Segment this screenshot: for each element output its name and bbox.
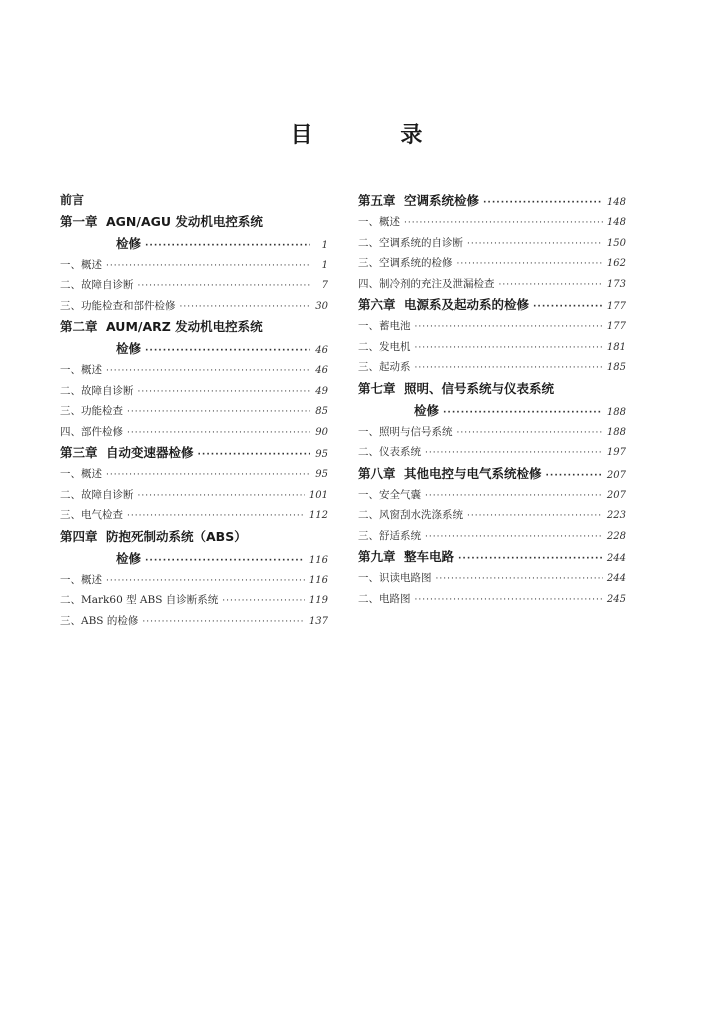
- page-number: 1: [321, 259, 328, 271]
- toc-section-row[interactable]: [60, 275, 328, 296]
- dot-leader: [138, 486, 305, 507]
- page-number: 46: [315, 365, 328, 376]
- toc-entry: [60, 296, 328, 318]
- dot-leader: [415, 590, 603, 611]
- toc-entry: [60, 485, 328, 507]
- chapter-title: AGN/AGU 发动机电控系统: [106, 213, 263, 229]
- toc-chapter-row[interactable]: [60, 211, 328, 233]
- toc-entry: [358, 422, 626, 444]
- toc-cont-row[interactable]: [60, 548, 328, 570]
- page-number: 207: [606, 469, 626, 481]
- dot-leader: [106, 571, 305, 592]
- toc-entry: [60, 442, 328, 466]
- dot-leader: [127, 402, 310, 423]
- page-number: 148: [606, 217, 626, 228]
- toc-entry-label: 一、概述: [60, 364, 102, 376]
- toc-entry-label: [358, 463, 542, 485]
- chapter-number: 第一章: [60, 213, 98, 229]
- page-number: 207: [606, 489, 626, 501]
- toc-entry: [60, 505, 328, 527]
- toc-right-column: [358, 190, 626, 609]
- dot-leader: [425, 527, 603, 548]
- toc-entry: [116, 338, 328, 362]
- toc-section-row[interactable]: [358, 212, 626, 233]
- page-number: 116: [308, 574, 328, 586]
- toc-entry: [60, 190, 328, 211]
- dot-leader: [443, 402, 603, 424]
- toc-entry-label: 一、蓄电池: [358, 320, 411, 332]
- toc-entry-label: 三、电气检查: [60, 509, 123, 521]
- toc-entry: [358, 316, 626, 338]
- toc-entry-label: [358, 294, 529, 316]
- dot-leader: [483, 192, 603, 214]
- toc-entry: [358, 485, 626, 507]
- toc-entry-label: 一、概述: [60, 468, 102, 480]
- chapter-number: 第八章: [358, 465, 396, 481]
- toc-section-row[interactable]: [358, 316, 626, 337]
- chapter-number: 第四章: [60, 528, 98, 544]
- toc-cont-row[interactable]: [60, 233, 328, 255]
- page-number: 244: [606, 573, 626, 584]
- chapter-title: 空调系统检修: [404, 193, 480, 208]
- toc-entry: [358, 190, 626, 214]
- toc-entry-label: [358, 378, 554, 400]
- dot-leader: [458, 548, 603, 570]
- dot-leader: [425, 486, 603, 507]
- toc-entry: [116, 548, 328, 572]
- toc-entry: [358, 463, 626, 487]
- dot-leader: [467, 506, 603, 527]
- page-number: 150: [606, 237, 626, 249]
- page-number: 95: [315, 449, 328, 460]
- toc-entry-label: 三、ABS 的检修: [60, 614, 139, 627]
- chapter-title: 整车电路: [404, 549, 455, 564]
- page-title: 目 录: [290, 123, 463, 148]
- page-number: 116: [308, 554, 328, 566]
- toc-entry: [60, 401, 328, 423]
- chapter-number: 第七章: [358, 380, 396, 396]
- toc-entry: [60, 381, 328, 403]
- toc-entry: [60, 316, 328, 338]
- toc-entry-label: 二、故障自诊断: [60, 384, 134, 397]
- chapter-number: 第五章: [358, 193, 396, 208]
- toc-entry: [358, 357, 626, 379]
- page-number: 7: [321, 280, 328, 291]
- toc-entry: [358, 378, 626, 400]
- page-number: 228: [606, 530, 626, 542]
- chapter-number: 第九章: [358, 549, 396, 564]
- page-number: 148: [606, 197, 626, 208]
- toc-entry-label: 二、仪表系统: [358, 446, 421, 458]
- page-number: 90: [315, 426, 328, 438]
- toc-section-row[interactable]: [60, 570, 328, 591]
- toc-entry: [358, 568, 626, 590]
- dot-leader: [457, 423, 603, 444]
- toc-chapter-row[interactable]: [358, 378, 626, 400]
- toc-section-row[interactable]: [60, 360, 328, 381]
- toc-entry-label: 一、概述: [60, 258, 102, 271]
- dot-leader: [145, 340, 310, 362]
- toc-section-row[interactable]: [358, 422, 626, 443]
- toc-entry-label: 三、起动系: [358, 361, 411, 373]
- toc-entry-label: 二、故障自诊断: [60, 279, 134, 291]
- toc-section-row[interactable]: [358, 485, 626, 506]
- page-number: 119: [308, 595, 328, 606]
- toc-section-row[interactable]: [358, 505, 626, 526]
- toc-entry: [60, 611, 328, 633]
- toc-section-row[interactable]: [358, 568, 626, 589]
- dot-leader: [533, 296, 603, 318]
- toc-left-column: [60, 190, 328, 631]
- dot-leader: [425, 443, 603, 464]
- dot-leader: [138, 382, 311, 403]
- toc-entry-label: 二、电路图: [358, 592, 411, 605]
- toc-entry-label: 一、概述: [60, 573, 102, 586]
- toc-chapter-row[interactable]: [358, 546, 626, 568]
- toc-entry: [60, 422, 328, 444]
- toc-entry-label: 二、空调系统的自诊断: [358, 236, 463, 249]
- toc-entry-label: 二、发电机: [358, 340, 411, 353]
- toc-chapter-row[interactable]: [60, 316, 328, 338]
- toc-entry-label: 三、空调系统的检修: [358, 257, 453, 269]
- page-number: 244: [606, 553, 626, 564]
- toc-entry-label: 前言: [60, 193, 85, 207]
- toc-cont-row[interactable]: [60, 338, 328, 360]
- toc-entry-label: 检修: [116, 550, 142, 566]
- toc-entry-label: [358, 546, 454, 568]
- toc-chapter-row[interactable]: [60, 526, 328, 548]
- toc-section-row[interactable]: [358, 442, 626, 463]
- page-number: 46: [315, 345, 328, 356]
- page-number: 185: [606, 362, 626, 373]
- toc-section-row[interactable]: [358, 337, 626, 358]
- dot-leader: [127, 423, 310, 444]
- dot-leader: [222, 591, 305, 612]
- page-number: 177: [606, 321, 626, 332]
- dot-leader: [436, 569, 603, 590]
- chapter-title: AUM/ARZ 发动机电控系统: [106, 319, 263, 334]
- toc-section-row[interactable]: [60, 590, 328, 611]
- toc-entry: [60, 590, 328, 612]
- toc-entry: [358, 337, 626, 359]
- chapter-number: 第二章: [60, 319, 98, 334]
- toc-section-row[interactable]: [60, 485, 328, 506]
- toc-chapter-row[interactable]: [358, 463, 626, 485]
- toc-section-row[interactable]: [60, 505, 328, 526]
- toc-entry: [116, 233, 328, 257]
- page-number: 49: [315, 385, 328, 397]
- toc-entry: [358, 546, 626, 570]
- toc-entry-label: 检修: [116, 235, 142, 251]
- toc-entry: [414, 400, 626, 424]
- toc-entry-label: 一、照明与信号系统: [358, 425, 453, 438]
- page-number: 85: [315, 406, 328, 417]
- page-number: 137: [308, 615, 328, 627]
- dot-leader: [106, 256, 310, 277]
- dot-leader: [415, 317, 603, 338]
- toc-entry-label: 一、安全气囊: [358, 488, 421, 501]
- dot-leader: [106, 465, 310, 486]
- toc-entry-label: 三、功能检查: [60, 405, 123, 417]
- toc-cont-row[interactable]: [358, 400, 626, 422]
- toc-entry: [60, 464, 328, 486]
- toc-section-row[interactable]: [60, 422, 328, 443]
- toc-section-row[interactable]: [60, 381, 328, 402]
- toc-entry-label: 三、舒适系统: [358, 529, 421, 542]
- toc-entry-label: [60, 526, 247, 548]
- dot-leader: [499, 275, 603, 296]
- page-number: 223: [606, 510, 626, 521]
- chapter-number: 第三章: [60, 445, 98, 460]
- dot-leader: [415, 358, 603, 379]
- toc-section-row[interactable]: [358, 253, 626, 274]
- toc-entry: [60, 360, 328, 382]
- toc-entry-label: [60, 211, 263, 233]
- dot-leader: [180, 297, 311, 318]
- chapter-title: 防抱死制动系统（ABS）: [106, 528, 247, 544]
- page-number: 181: [606, 341, 626, 353]
- toc-section-row[interactable]: [358, 233, 626, 254]
- chapter-title: 照明、信号系统与仪表系统: [404, 380, 555, 396]
- toc-section-row[interactable]: [60, 255, 328, 276]
- chapter-title: 自动变速器检修: [106, 445, 194, 460]
- toc-section-row[interactable]: [60, 611, 328, 632]
- toc-chapter-row[interactable]: [358, 294, 626, 316]
- toc-section-row[interactable]: [60, 296, 328, 317]
- dot-leader: [457, 254, 603, 275]
- toc-entry-label: 二、Mark60 型 ABS 自诊断系统: [60, 594, 219, 606]
- page-number: 245: [606, 593, 626, 605]
- dot-leader: [546, 465, 603, 487]
- toc-section-row[interactable]: [358, 274, 626, 295]
- dot-leader: [127, 506, 305, 527]
- toc-entry: [60, 255, 328, 277]
- toc-chapter-row[interactable]: [358, 190, 626, 212]
- page-number: 188: [606, 426, 626, 438]
- chapter-title: 其他电控与电气系统检修: [404, 465, 542, 481]
- toc-entry: [358, 589, 626, 611]
- toc-entry-label: 四、部件检修: [60, 425, 123, 438]
- toc-entry: [60, 526, 328, 548]
- toc-entry-label: 二、风窗刮水洗涤系统: [358, 509, 463, 521]
- toc-entry-label: 四、制冷剂的充注及泄漏检查: [358, 277, 495, 290]
- toc-entry-label: [358, 190, 479, 212]
- dot-leader: [404, 213, 603, 234]
- toc-entry-label: 一、识读电路图: [358, 572, 432, 584]
- toc-entry: [358, 505, 626, 527]
- toc-section-row[interactable]: [358, 589, 626, 610]
- toc-entry-label: 检修: [116, 341, 142, 356]
- toc-section-row[interactable]: [358, 526, 626, 547]
- toc-entry: [358, 294, 626, 318]
- toc-entry-label: 检修: [414, 402, 440, 418]
- page-number: 177: [606, 301, 626, 312]
- toc-entry: [358, 526, 626, 548]
- toc-entry-label: 三、功能检查和部件检修: [60, 299, 176, 312]
- toc-section-row[interactable]: [358, 357, 626, 378]
- toc-entry: [358, 442, 626, 464]
- toc-front-row[interactable]: [60, 190, 328, 211]
- toc-entry: [358, 274, 626, 296]
- toc-section-row[interactable]: [60, 464, 328, 485]
- toc-entry-label: [60, 442, 194, 464]
- chapter-title: 电源系及起动系的检修: [404, 297, 530, 312]
- toc-entry-label: 一、概述: [358, 216, 400, 228]
- toc-entry-label: 二、故障自诊断: [60, 488, 134, 501]
- page-number: 197: [606, 447, 626, 458]
- page-number: 162: [606, 258, 626, 269]
- dot-leader: [142, 612, 305, 633]
- dot-leader: [145, 550, 305, 572]
- dot-leader: [138, 276, 311, 297]
- dot-leader: [145, 235, 310, 257]
- toc-section-row[interactable]: [60, 401, 328, 422]
- page-number: 30: [315, 300, 328, 312]
- toc-entry-label: [60, 316, 263, 338]
- page-number: 173: [606, 278, 626, 290]
- page-number: 1: [321, 239, 328, 251]
- toc-entry: [358, 233, 626, 255]
- chapter-number: 第六章: [358, 297, 396, 312]
- toc-chapter-row[interactable]: [60, 442, 328, 464]
- page-number: 112: [308, 510, 328, 521]
- toc-entry: [60, 570, 328, 592]
- toc-entry: [60, 211, 328, 233]
- page-number: 188: [606, 406, 626, 418]
- dot-leader: [415, 338, 603, 359]
- dot-leader: [467, 234, 603, 255]
- dot-leader: [198, 444, 310, 466]
- page-number: 101: [308, 489, 328, 501]
- toc-entry: [60, 275, 328, 297]
- dot-leader: [106, 361, 310, 382]
- toc-entry: [358, 212, 626, 234]
- toc-entry: [358, 253, 626, 275]
- page-number: 95: [315, 469, 328, 480]
